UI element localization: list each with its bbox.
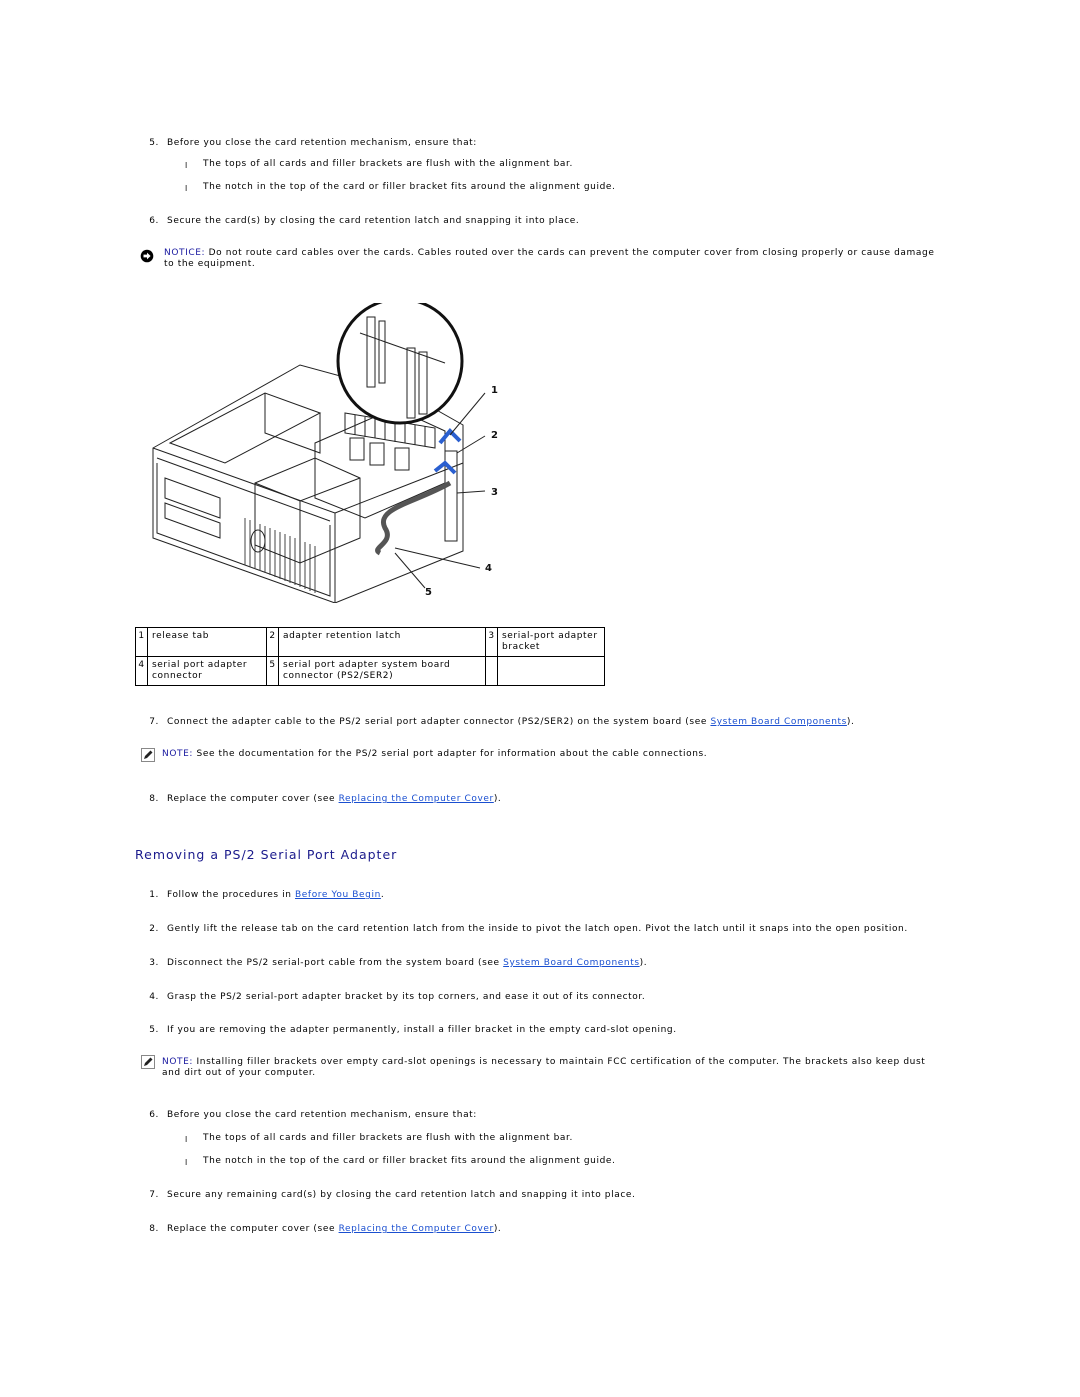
step-text-part: ). — [846, 717, 855, 727]
step-text-part: ). — [493, 1224, 502, 1234]
notice-line — [164, 248, 934, 258]
section-heading: Removing a PS/2 Serial Port Adapter — [135, 847, 398, 862]
step-text-part: Replace the computer cover (see — [167, 794, 339, 804]
legend-label: serial port adapter connector — [148, 657, 267, 686]
legend-label: adapter retention latch — [279, 628, 486, 657]
step-text — [167, 794, 501, 804]
step-number: 5. — [149, 138, 159, 148]
table-row — [136, 628, 605, 657]
legend-number: 1 — [136, 628, 148, 657]
figure-callout-2: 2 — [491, 430, 499, 441]
legend-number: 5 — [267, 657, 279, 686]
step-text: Grasp the PS/2 serial-port adapter bracket by its top corners, and ease it out of its connector. — [167, 992, 646, 1002]
figure-callout-1: 1 — [491, 385, 499, 396]
bullet-text: The notch in the top of the card or filler bracket fits around the alignment guide. — [203, 182, 616, 192]
step-text: Before you close the card retention mechanism, ensure that: — [167, 138, 477, 148]
step-text-part: Disconnect the PS/2 serial-port cable from the system board (see — [167, 958, 504, 968]
legend-label: serial port adapter system board connector (PS2/SER2) — [279, 657, 486, 686]
before-you-begin-link[interactable]: Before You Begin — [295, 890, 381, 900]
legend-number: 3 — [486, 628, 498, 657]
replacing-computer-cover-link[interactable]: Replacing the Computer Cover — [338, 1224, 494, 1234]
step-number: 6. — [149, 216, 159, 226]
note-pencil-icon — [141, 748, 155, 762]
step-number: 5. — [149, 1025, 159, 1035]
step-number: 7. — [149, 717, 159, 727]
note-pencil-icon — [141, 1055, 155, 1069]
legend-label: release tab — [148, 628, 267, 657]
note-text-continued: and dirt out of your computer. — [162, 1068, 316, 1078]
step-text-part: Connect the adapter cable to the PS/2 serial port adapter connector (PS2/SER2) on the system board (see — [167, 717, 711, 727]
bullet-marker: l — [185, 184, 188, 193]
legend-label — [498, 657, 605, 686]
replacing-computer-cover-link[interactable]: Replacing the Computer Cover — [338, 794, 494, 804]
legend-number: 4 — [136, 657, 148, 686]
step-text: Secure any remaining card(s) by closing the card retention latch and snapping it into place. — [167, 1190, 636, 1200]
notice-text: Do not route card cables over the cards. Cables routed over the cards can prevent the computer cover from closing properly or cause damage — [205, 248, 935, 258]
system-board-components-link[interactable]: System Board Components — [503, 958, 640, 968]
step-number: 7. — [149, 1190, 159, 1200]
step-number: 4. — [149, 992, 159, 1002]
bullet-text: The tops of all cards and filler brackets are flush with the alignment bar. — [203, 159, 573, 169]
legend-number — [486, 657, 498, 686]
note-text: Installing filler brackets over empty card-slot openings is necessary to maintain FCC certification of the computer. The brackets also keep dust — [193, 1057, 926, 1067]
step-text-part: Follow the procedures in — [167, 890, 296, 900]
step-text-part: Replace the computer cover (see — [167, 1224, 339, 1234]
bullet-text: The notch in the top of the card or filler bracket fits around the alignment guide. — [203, 1156, 616, 1166]
note-label: NOTE: — [162, 1057, 194, 1067]
legend-number: 2 — [267, 628, 279, 657]
ps2-adapter-installation-figure — [145, 303, 505, 603]
step-text-part: ). — [493, 794, 502, 804]
system-board-components-link[interactable]: System Board Components — [710, 717, 847, 727]
note-line — [162, 749, 707, 759]
figure-callout-4: 4 — [485, 563, 493, 574]
step-number: 1. — [149, 890, 159, 900]
step-number: 2. — [149, 924, 159, 934]
step-text — [167, 717, 855, 727]
figure-legend-table — [135, 627, 605, 686]
step-text-part: ). — [639, 958, 648, 968]
note-line — [162, 1057, 925, 1067]
notice-text-continued: to the equipment. — [164, 259, 256, 269]
notice-icon — [140, 249, 154, 263]
step-text — [167, 1224, 501, 1234]
bullet-marker: l — [185, 1135, 188, 1144]
step-number: 8. — [149, 1224, 159, 1234]
figure-callout-5: 5 — [425, 587, 433, 598]
figure-callout-3: 3 — [491, 487, 499, 498]
note-label: NOTE: — [162, 749, 194, 759]
bullet-marker: l — [185, 161, 188, 170]
step-text: Before you close the card retention mechanism, ensure that: — [167, 1110, 477, 1120]
step-text: If you are removing the adapter permanently, install a filler bracket in the empty card-slot opening. — [167, 1025, 677, 1035]
step-number: 3. — [149, 958, 159, 968]
bullet-marker: l — [185, 1158, 188, 1167]
step-number: 8. — [149, 794, 159, 804]
notice-label: NOTICE: — [164, 248, 206, 258]
step-text: Gently lift the release tab on the card retention latch from the inside to pivot the latch open. Pivot the latch until it snaps into the open position. — [167, 924, 908, 934]
bullet-text: The tops of all cards and filler brackets are flush with the alignment bar. — [203, 1133, 573, 1143]
step-number: 6. — [149, 1110, 159, 1120]
step-text — [167, 958, 647, 968]
step-text — [167, 890, 384, 900]
step-text: Secure the card(s) by closing the card retention latch and snapping it into place. — [167, 216, 580, 226]
note-text: See the documentation for the PS/2 serial port adapter for information about the cable connections. — [193, 749, 708, 759]
step-text-part: . — [380, 890, 385, 900]
legend-label: serial-port adapter bracket — [498, 628, 605, 657]
table-row — [136, 657, 605, 686]
